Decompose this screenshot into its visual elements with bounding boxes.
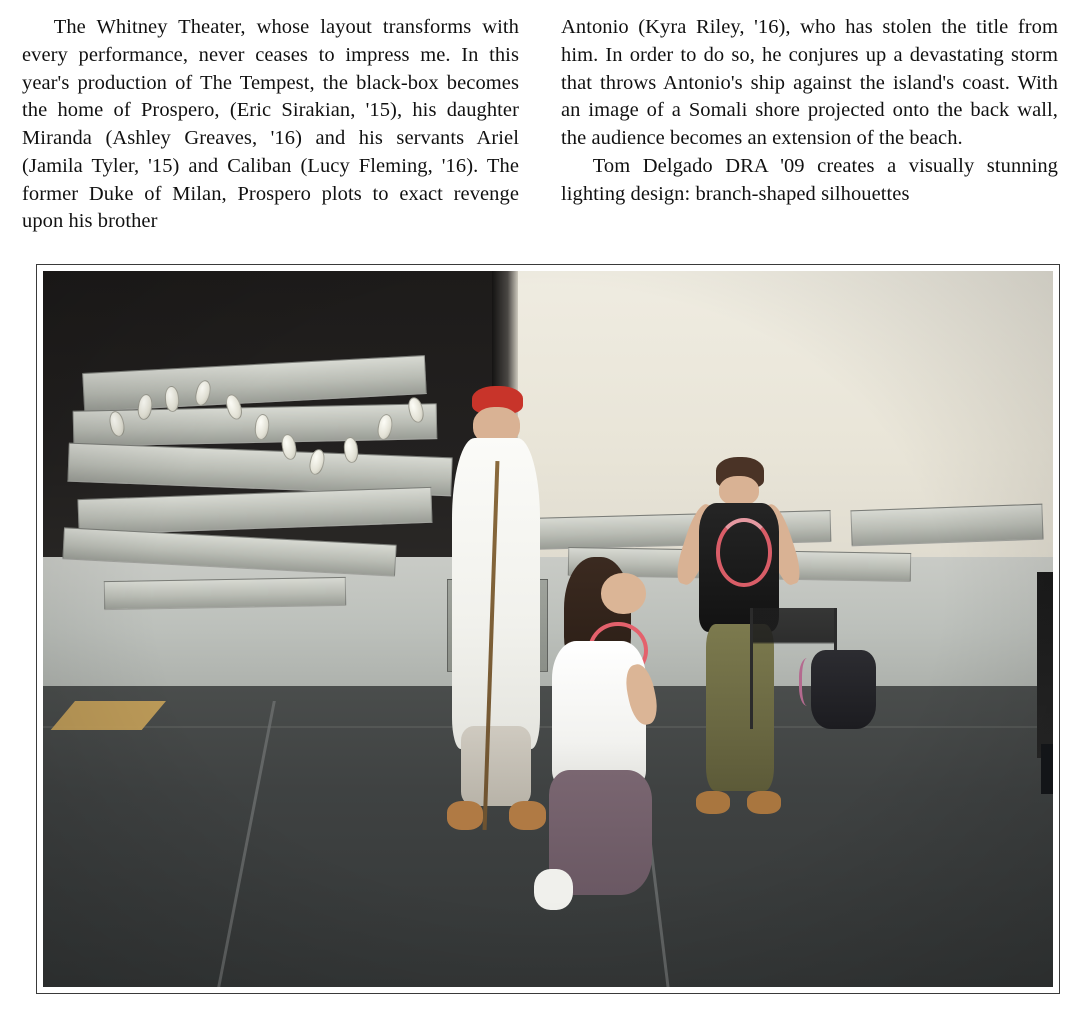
- shell-garland: [104, 371, 447, 514]
- flower-lei: [716, 518, 772, 587]
- offstage-figure: [1037, 572, 1053, 758]
- stage-photograph: [43, 271, 1053, 987]
- article-body: [0, 0, 1088, 236]
- paragraph: Tom Delgado DRA '09 creates a visually stunning lighting design: branch-shaped silhouettes: [561, 154, 1058, 205]
- actor-head: [601, 573, 646, 615]
- light-trousers: [461, 726, 532, 806]
- shell-bead: [376, 413, 394, 441]
- paragraph: The Whitney Theater, whose layout transforms with every performance, never ceases to impress me. In this year's production of The Tempest, the black-box becomes the home of Prospero, (Eric Sirakian, '15), his daughter Miranda (Ashley Greaves, '16) and his servants Ariel (Jamila Tyler, '15) and Caliban (Lucy Fleming, '16). The former Duke of Milan, Prospero plots to exact revenge upon his brother: [22, 16, 519, 233]
- offstage-object: [1041, 744, 1053, 794]
- lumber-plank: [850, 504, 1043, 546]
- shell-bead: [193, 379, 213, 408]
- article-column-left: [22, 14, 519, 236]
- shell-bead: [253, 414, 270, 441]
- sandal-left: [447, 801, 484, 829]
- actor-kneeling-white-shirt: [528, 557, 680, 936]
- article-photo-figure: [36, 264, 1060, 994]
- shell-bead: [307, 447, 326, 475]
- lumber-plank: [103, 577, 346, 610]
- shell-bead: [165, 385, 181, 412]
- sandal-left: [696, 791, 730, 814]
- backpack: [811, 650, 877, 729]
- actor-head: [719, 476, 759, 506]
- shell-bead: [280, 433, 298, 461]
- article-column-right: [561, 14, 1058, 236]
- bare-foot: [534, 869, 573, 911]
- shell-bead: [406, 396, 426, 425]
- shell-bead: [224, 393, 245, 422]
- white-shirt: [552, 641, 646, 785]
- sandal-right: [747, 791, 781, 814]
- shell-bead: [108, 410, 127, 438]
- shell-bead: [343, 436, 360, 463]
- backpack-strap: [799, 658, 819, 705]
- shell-bead: [136, 393, 153, 421]
- paragraph: Antonio (Kyra Riley, '16), who has stolen the title from him. In order to do so, he conjures up a devastating storm that throws Antonio's ship against the island's coast. With an image of a Somali shore projected onto the back wall, the audience becomes an extension of the beach.: [561, 16, 1058, 150]
